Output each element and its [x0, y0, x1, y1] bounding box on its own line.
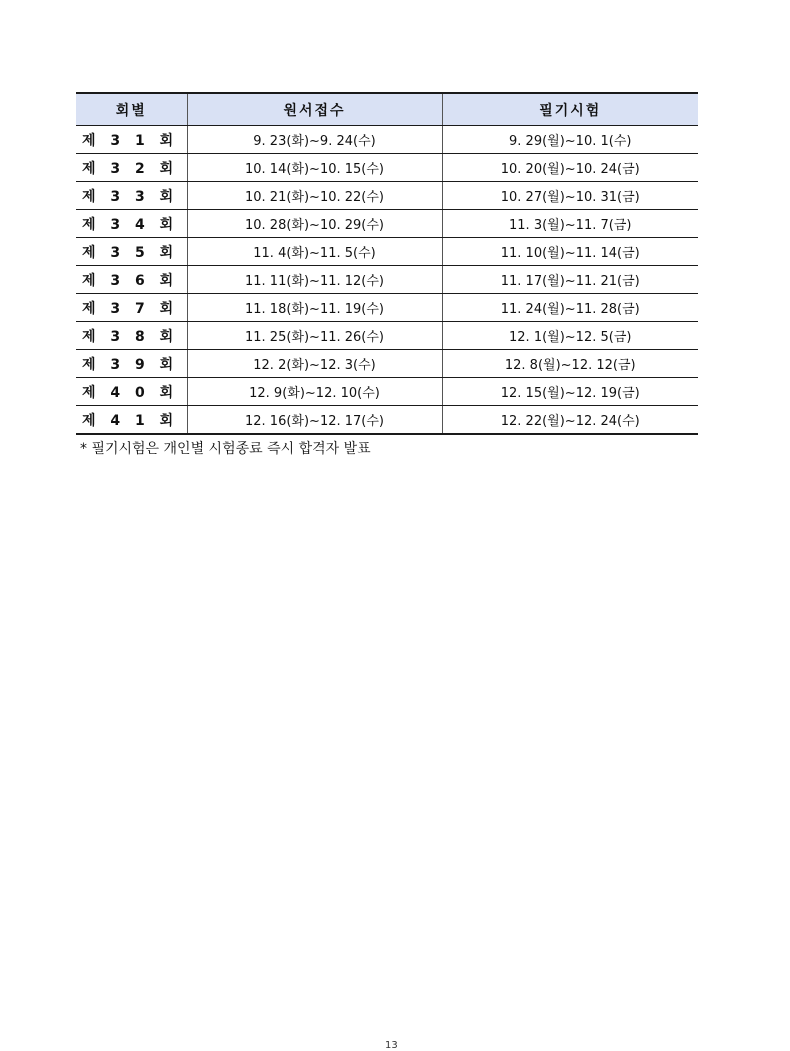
- round-cell: 제 3 9 회: [76, 350, 187, 378]
- round-cell: 제 3 7 회: [76, 294, 187, 322]
- exam-period-cell: 9. 29(월)~10. 1(수): [442, 126, 698, 154]
- header-written-exam: 필기시험: [442, 93, 698, 126]
- application-period-cell: 10. 28(화)~10. 29(수): [187, 210, 442, 238]
- table-row: [76, 126, 698, 154]
- table-row: [76, 350, 698, 378]
- application-period-cell: 11. 4(화)~11. 5(수): [187, 238, 442, 266]
- application-period-cell: 10. 21(화)~10. 22(수): [187, 182, 442, 210]
- round-cell: 제 3 6 회: [76, 266, 187, 294]
- application-period-cell: 11. 11(화)~11. 12(수): [187, 266, 442, 294]
- table-row: [76, 406, 698, 435]
- application-period-cell: 11. 25(화)~11. 26(수): [187, 322, 442, 350]
- round-cell: 제 3 4 회: [76, 210, 187, 238]
- round-cell: 제 3 5 회: [76, 238, 187, 266]
- application-period-cell: 9. 23(화)~9. 24(수): [187, 126, 442, 154]
- exam-period-cell: 11. 17(월)~11. 21(금): [442, 266, 698, 294]
- exam-period-cell: 11. 3(월)~11. 7(금): [442, 210, 698, 238]
- round-cell: 제 3 8 회: [76, 322, 187, 350]
- application-period-cell: 12. 16(화)~12. 17(수): [187, 406, 442, 435]
- table-row: [76, 322, 698, 350]
- application-period-cell: 12. 9(화)~12. 10(수): [187, 378, 442, 406]
- exam-period-cell: 12. 15(월)~12. 19(금): [442, 378, 698, 406]
- footnote: * 필기시험은 개인별 시험종료 즉시 합격자 발표: [80, 441, 371, 457]
- exam-period-cell: 10. 20(월)~10. 24(금): [442, 154, 698, 182]
- table-row: [76, 294, 698, 322]
- page-number: 13: [385, 1040, 398, 1051]
- header-round: 회별: [76, 93, 187, 126]
- table-header-row: [76, 93, 698, 126]
- round-cell: 제 3 1 회: [76, 126, 187, 154]
- table-row: [76, 210, 698, 238]
- table-row: [76, 154, 698, 182]
- application-period-cell: 11. 18(화)~11. 19(수): [187, 294, 442, 322]
- application-period-cell: 12. 2(화)~12. 3(수): [187, 350, 442, 378]
- round-cell: 제 4 0 회: [76, 378, 187, 406]
- table-row: [76, 182, 698, 210]
- round-cell: 제 3 2 회: [76, 154, 187, 182]
- table-row: [76, 266, 698, 294]
- schedule-table-container: [76, 92, 698, 435]
- exam-period-cell: 12. 1(월)~12. 5(금): [442, 322, 698, 350]
- application-period-cell: 10. 14(화)~10. 15(수): [187, 154, 442, 182]
- exam-period-cell: 12. 22(월)~12. 24(수): [500, 414, 640, 429]
- table-row: [76, 378, 698, 406]
- round-cell: 제 4 1 회: [76, 406, 187, 435]
- exam-schedule-table: [76, 92, 698, 435]
- exam-period-cell: 10. 27(월)~10. 31(금): [442, 182, 698, 210]
- header-application: 원서접수: [187, 93, 442, 126]
- exam-period-cell: 12. 8(월)~12. 12(금): [442, 350, 698, 378]
- exam-period-cell: 11. 10(월)~11. 14(금): [442, 238, 698, 266]
- exam-period-cell: 11. 24(월)~11. 28(금): [442, 294, 698, 322]
- table-row: [76, 238, 698, 266]
- round-cell: 제 3 3 회: [76, 182, 187, 210]
